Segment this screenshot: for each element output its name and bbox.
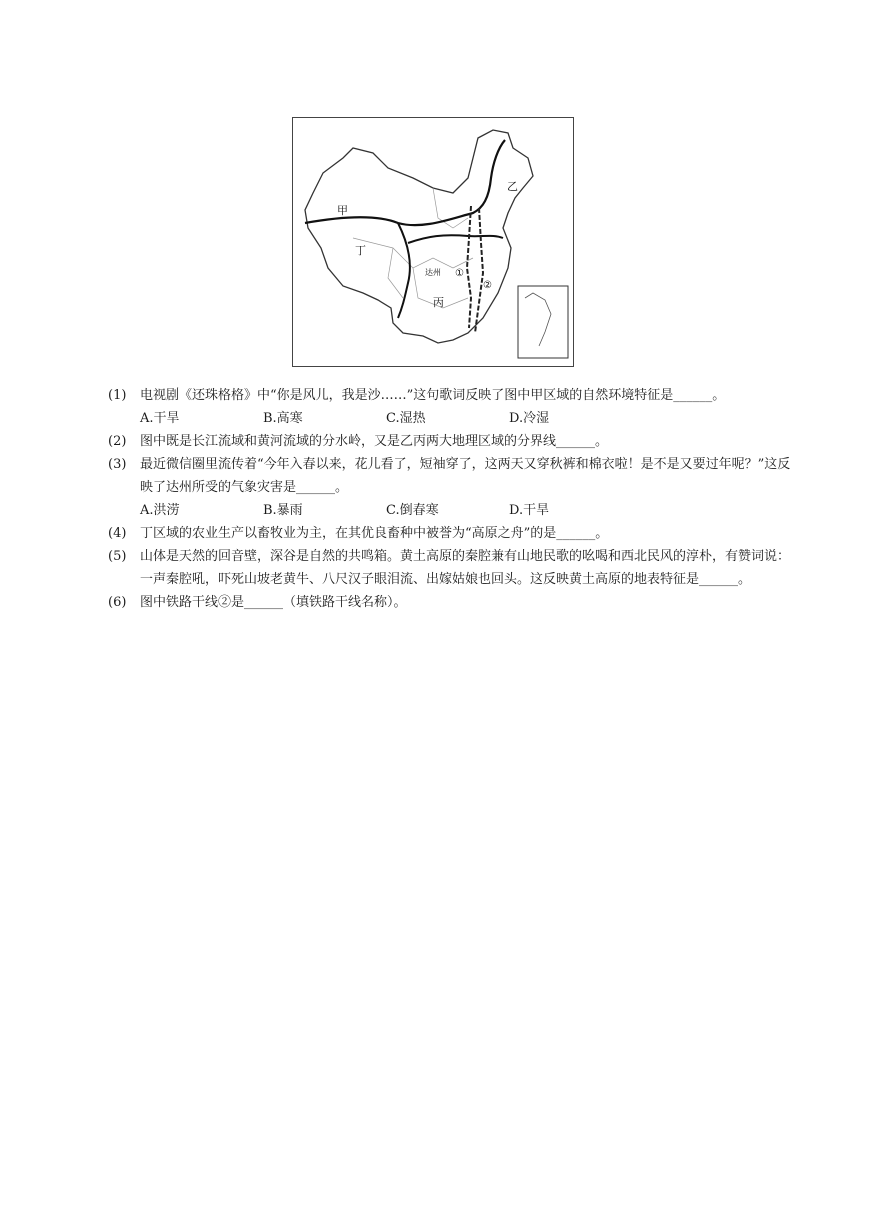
question-1 [108, 384, 798, 407]
region-line-qinling [408, 235, 503, 243]
south-china-sea-inset [518, 286, 568, 358]
option-a: A.洪涝 [140, 503, 180, 518]
label-railway-1: ① [455, 268, 464, 279]
question-5 [108, 545, 798, 591]
option-d: D.冷湿 [509, 411, 550, 426]
question-text: 图中既是长江流域和黄河流域的分水岭，又是乙丙两大地理区域的分界线______。 [140, 434, 609, 449]
label-bing: 丙 [433, 296, 444, 309]
question-list [108, 384, 798, 614]
label-ding: 丁 [355, 244, 366, 257]
railway-2 [475, 208, 483, 333]
option-a: A.干旱 [140, 411, 180, 426]
option-c: C.倒春寒 [386, 503, 439, 518]
railway-1 [467, 206, 471, 328]
question-6 [108, 591, 798, 614]
question-text: 山体是天然的回音壁，深谷是自然的共鸣箱。黄土高原的秦腔兼有山地民歌的吆喝和西北民风的淳朴，有赞词说：一声秦腔吼，吓死山坡老黄牛、八尺汉子眼泪流、出嫁姑娘也回头。这反映黄土高原的地表特征是______。 [140, 549, 791, 587]
question-text: 丁区域的农业生产以畜牧业为主，在其优良畜种中被誉为“高原之舟”的是______。 [140, 526, 609, 541]
china-map-figure [292, 117, 574, 367]
question-number: (3) [108, 457, 127, 472]
question-text: 最近微信圈里流传着“今年入春以来，花儿看了，短袖穿了，这两天又穿秋裤和棉衣啦！是不是又要过年呢？”这反映了达州所受的气象灾害是______。 [140, 457, 791, 495]
label-railway-2: ② [483, 280, 492, 291]
label-jia: 甲 [337, 204, 348, 217]
question-number: (2) [108, 434, 127, 449]
label-yi: 乙 [507, 180, 518, 193]
label-dazhou: 达州 [425, 268, 441, 277]
option-d: D.干旱 [509, 503, 550, 518]
question-number: (1) [108, 388, 127, 403]
region-line-qinghai-tibet [398, 223, 410, 318]
question-number: (5) [108, 549, 127, 564]
question-number: (4) [108, 526, 127, 541]
question-number: (6) [108, 595, 127, 610]
option-c: C.湿热 [386, 411, 426, 426]
question-1-options [108, 407, 798, 430]
question-3-options [108, 499, 798, 522]
region-line-north [305, 140, 505, 225]
province-borders [353, 188, 473, 308]
option-b: B.高寒 [263, 411, 303, 426]
option-b: B.暴雨 [263, 503, 303, 518]
question-text: 电视剧《还珠格格》中“你是风儿，我是沙……”这句歌词反映了图中甲区域的自然环境特征是______。 [140, 388, 726, 403]
question-4 [108, 522, 798, 545]
question-text: 图中铁路干线②是______（填铁路干线名称）。 [140, 595, 407, 610]
china-map-svg [293, 118, 575, 368]
question-2 [108, 430, 798, 453]
question-3 [108, 453, 798, 499]
